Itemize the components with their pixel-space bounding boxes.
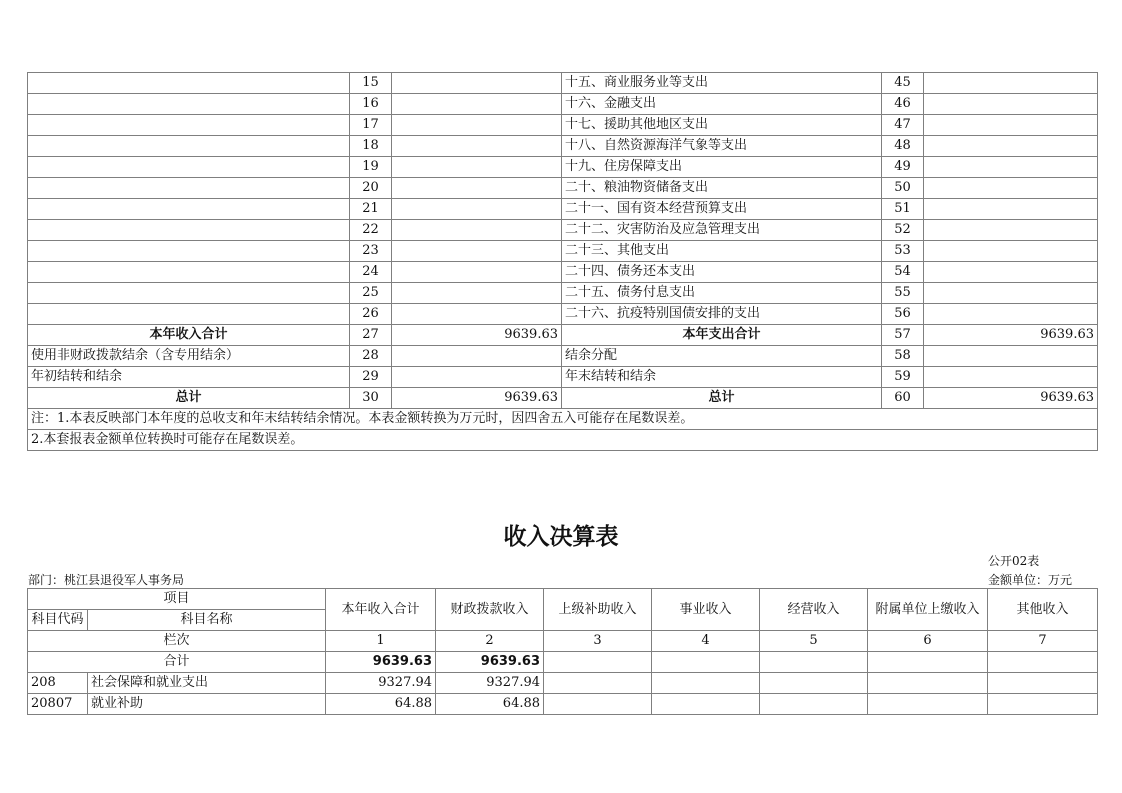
amount bbox=[392, 220, 562, 241]
table-row bbox=[28, 73, 1098, 94]
left-label: 总计 bbox=[28, 388, 350, 409]
total-row bbox=[28, 652, 1098, 673]
left-label: 使用非财政拨款结余（含专用结余） bbox=[28, 346, 350, 367]
line-number: 51 bbox=[882, 199, 924, 220]
amount bbox=[924, 262, 1098, 283]
subject-name: 就业补助 bbox=[88, 694, 326, 715]
right-label: 二十三、其他支出 bbox=[562, 241, 882, 262]
right-label: 二十六、抗疫特别国债安排的支出 bbox=[562, 304, 882, 325]
right-label: 总计 bbox=[562, 388, 882, 409]
note-text: 2.本套报表金额单位转换时可能存在尾数误差。 bbox=[28, 430, 1098, 451]
table-row bbox=[28, 94, 1098, 115]
right-label: 年末结转和结余 bbox=[562, 367, 882, 388]
amount bbox=[924, 73, 1098, 94]
line-number: 50 bbox=[882, 178, 924, 199]
amount bbox=[924, 283, 1098, 304]
left-label bbox=[28, 136, 350, 157]
right-label: 二十五、债务付息支出 bbox=[562, 283, 882, 304]
amount bbox=[924, 136, 1098, 157]
total-value bbox=[652, 652, 760, 673]
left-label: 本年收入合计 bbox=[28, 325, 350, 346]
col-number: 2 bbox=[436, 631, 544, 652]
left-label bbox=[28, 262, 350, 283]
department-label: 部门：桃江县退役军人事务局 bbox=[28, 573, 185, 587]
total-value bbox=[544, 652, 652, 673]
income-value bbox=[544, 673, 652, 694]
left-label bbox=[28, 157, 350, 178]
right-label: 十五、商业服务业等支出 bbox=[562, 73, 882, 94]
line-number: 23 bbox=[350, 241, 392, 262]
left-label bbox=[28, 283, 350, 304]
right-label: 本年支出合计 bbox=[562, 325, 882, 346]
right-label: 二十、粮油物资储备支出 bbox=[562, 178, 882, 199]
line-number: 48 bbox=[882, 136, 924, 157]
note-row bbox=[28, 430, 1098, 451]
left-label bbox=[28, 94, 350, 115]
header-col-6: 附属单位上缴收入 bbox=[868, 589, 988, 631]
line-number: 18 bbox=[350, 136, 392, 157]
table-row bbox=[28, 673, 1098, 694]
right-label: 二十四、债务还本支出 bbox=[562, 262, 882, 283]
income-value bbox=[652, 694, 760, 715]
col-number: 1 bbox=[326, 631, 436, 652]
left-label bbox=[28, 220, 350, 241]
line-number: 57 bbox=[882, 325, 924, 346]
table-row bbox=[28, 388, 1098, 409]
left-label bbox=[28, 115, 350, 136]
line-number: 53 bbox=[882, 241, 924, 262]
total-value bbox=[988, 652, 1098, 673]
table-row bbox=[28, 325, 1098, 346]
table-row bbox=[28, 262, 1098, 283]
amount bbox=[924, 94, 1098, 115]
header-project: 项目 bbox=[28, 589, 326, 610]
subject-code: 20807 bbox=[28, 694, 88, 715]
line-number: 26 bbox=[350, 304, 392, 325]
line-number: 27 bbox=[350, 325, 392, 346]
right-label: 十六、金融支出 bbox=[562, 94, 882, 115]
col-number: 7 bbox=[988, 631, 1098, 652]
income-value bbox=[760, 673, 868, 694]
note-text: 注：1.本表反映部门本年度的总收支和年末结转结余情况。本表金额转换为万元时，因四舍五入可能存在尾数误差。 bbox=[28, 409, 1098, 430]
amount bbox=[924, 346, 1098, 367]
line-number: 60 bbox=[882, 388, 924, 409]
line-number: 22 bbox=[350, 220, 392, 241]
line-number: 17 bbox=[350, 115, 392, 136]
table-row bbox=[28, 346, 1098, 367]
amount bbox=[392, 115, 562, 136]
line-number: 49 bbox=[882, 157, 924, 178]
total-value: 9639.63 bbox=[326, 652, 436, 673]
table-row bbox=[28, 367, 1098, 388]
income-value bbox=[988, 673, 1098, 694]
header-col-3: 上级补助收入 bbox=[544, 589, 652, 631]
line-number: 52 bbox=[882, 220, 924, 241]
line-number: 25 bbox=[350, 283, 392, 304]
amount bbox=[392, 262, 562, 283]
left-label bbox=[28, 199, 350, 220]
right-label: 结余分配 bbox=[562, 346, 882, 367]
amount bbox=[924, 304, 1098, 325]
note-row bbox=[28, 409, 1098, 430]
balance-table bbox=[27, 72, 1098, 451]
amount bbox=[392, 199, 562, 220]
amount: 9639.63 bbox=[392, 325, 562, 346]
income-value bbox=[868, 673, 988, 694]
line-number: 29 bbox=[350, 367, 392, 388]
table-row bbox=[28, 178, 1098, 199]
amount bbox=[924, 241, 1098, 262]
amount bbox=[924, 199, 1098, 220]
col-number: 4 bbox=[652, 631, 760, 652]
left-label bbox=[28, 73, 350, 94]
amount bbox=[392, 304, 562, 325]
line-number: 15 bbox=[350, 73, 392, 94]
col-number-row bbox=[28, 631, 1098, 652]
line-number: 19 bbox=[350, 157, 392, 178]
line-number: 21 bbox=[350, 199, 392, 220]
table-row bbox=[28, 157, 1098, 178]
header-col-5: 经营收入 bbox=[760, 589, 868, 631]
table-row bbox=[28, 241, 1098, 262]
amount bbox=[924, 115, 1098, 136]
income-value: 64.88 bbox=[436, 694, 544, 715]
amount: 9639.63 bbox=[924, 325, 1098, 346]
amount bbox=[392, 94, 562, 115]
amount bbox=[392, 367, 562, 388]
header-col-7: 其他收入 bbox=[988, 589, 1098, 631]
amount bbox=[392, 283, 562, 304]
amount bbox=[392, 136, 562, 157]
left-label bbox=[28, 304, 350, 325]
total-value: 9639.63 bbox=[436, 652, 544, 673]
total-value bbox=[760, 652, 868, 673]
subject-name: 社会保障和就业支出 bbox=[88, 673, 326, 694]
header-col-2: 财政拨款收入 bbox=[436, 589, 544, 631]
header-code: 科目代码 bbox=[28, 610, 88, 631]
table-row bbox=[28, 283, 1098, 304]
unit-label: 金额单位：万元 bbox=[988, 573, 1073, 587]
table-row bbox=[28, 694, 1098, 715]
line-number: 28 bbox=[350, 346, 392, 367]
left-label bbox=[28, 241, 350, 262]
line-number: 59 bbox=[882, 367, 924, 388]
total-label: 合计 bbox=[28, 652, 326, 673]
right-label: 二十一、国有资本经营预算支出 bbox=[562, 199, 882, 220]
amount bbox=[392, 346, 562, 367]
col-number: 6 bbox=[868, 631, 988, 652]
left-label: 年初结转和结余 bbox=[28, 367, 350, 388]
total-value bbox=[868, 652, 988, 673]
col-label: 栏次 bbox=[28, 631, 326, 652]
form-code: 公开02表 bbox=[988, 554, 1040, 568]
right-label: 十九、住房保障支出 bbox=[562, 157, 882, 178]
table-row bbox=[28, 199, 1098, 220]
header-name: 科目名称 bbox=[88, 610, 326, 631]
amount bbox=[924, 367, 1098, 388]
amount bbox=[924, 178, 1098, 199]
line-number: 54 bbox=[882, 262, 924, 283]
line-number: 55 bbox=[882, 283, 924, 304]
line-number: 24 bbox=[350, 262, 392, 283]
line-number: 20 bbox=[350, 178, 392, 199]
line-number: 46 bbox=[882, 94, 924, 115]
table-row bbox=[28, 220, 1098, 241]
income-value bbox=[544, 694, 652, 715]
table-row bbox=[28, 304, 1098, 325]
right-label: 二十二、灾害防治及应急管理支出 bbox=[562, 220, 882, 241]
amount bbox=[392, 178, 562, 199]
income-value: 9327.94 bbox=[326, 673, 436, 694]
income-value bbox=[988, 694, 1098, 715]
line-number: 56 bbox=[882, 304, 924, 325]
amount: 9639.63 bbox=[924, 388, 1098, 409]
col-number: 3 bbox=[544, 631, 652, 652]
col-number: 5 bbox=[760, 631, 868, 652]
left-label bbox=[28, 178, 350, 199]
income-value bbox=[760, 694, 868, 715]
income-value: 9327.94 bbox=[436, 673, 544, 694]
amount bbox=[392, 73, 562, 94]
right-label: 十八、自然资源海洋气象等支出 bbox=[562, 136, 882, 157]
income-table bbox=[27, 588, 1098, 715]
line-number: 58 bbox=[882, 346, 924, 367]
subject-code: 208 bbox=[28, 673, 88, 694]
header-col-1: 本年收入合计 bbox=[326, 589, 436, 631]
amount bbox=[924, 157, 1098, 178]
table-row bbox=[28, 136, 1098, 157]
line-number: 47 bbox=[882, 115, 924, 136]
amount: 9639.63 bbox=[392, 388, 562, 409]
income-value bbox=[652, 673, 760, 694]
header-col-4: 事业收入 bbox=[652, 589, 760, 631]
line-number: 45 bbox=[882, 73, 924, 94]
amount bbox=[392, 241, 562, 262]
amount bbox=[392, 157, 562, 178]
line-number: 30 bbox=[350, 388, 392, 409]
line-number: 16 bbox=[350, 94, 392, 115]
right-label: 十七、援助其他地区支出 bbox=[562, 115, 882, 136]
amount bbox=[924, 220, 1098, 241]
table-row bbox=[28, 115, 1098, 136]
income-value bbox=[868, 694, 988, 715]
income-value: 64.88 bbox=[326, 694, 436, 715]
page-title: 收入决算表 bbox=[503, 524, 619, 550]
